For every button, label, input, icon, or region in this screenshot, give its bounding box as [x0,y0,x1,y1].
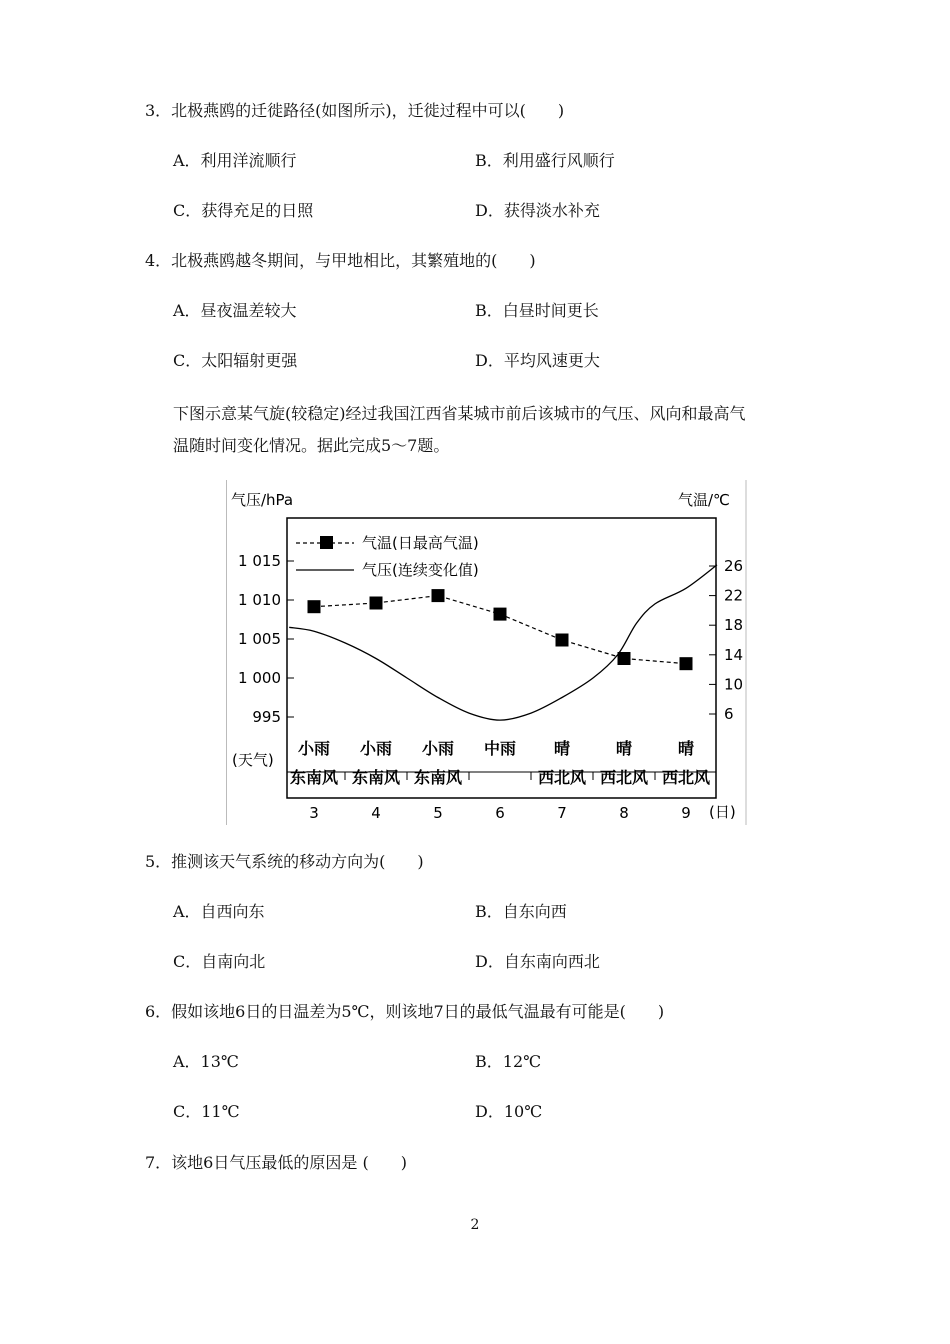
x-tick-label: 5 [433,804,443,822]
question-7-stem: 7．该地6日气压最低的原因是 ( ) [145,1153,407,1172]
y-right-tick-label: 10 [724,675,744,694]
q4-option-b: B．白昼时间更长 [475,301,599,320]
question-5-stem: 5．推测该天气系统的移动方向为( ) [145,852,424,871]
pressure-temperature-chart [226,480,750,828]
q5-option-a: A．自西向东 [173,902,265,921]
y-right-tick-label: 6 [724,705,734,723]
wind-label: 东南风 [289,768,339,787]
y-right-tick-label: 14 [724,645,744,664]
y-right-tick-label: 26 [724,557,744,575]
question-6-stem: 6．假如该地6日的日温差为5℃，则该地7日的最低气温最有可能是( ) [145,1002,665,1021]
y-right-axis-label: 气温/℃ [678,491,730,509]
x-tick-label: 7 [557,804,567,822]
temperature-point [308,600,321,613]
weather-label: 晴 [553,739,571,758]
q6-option-c: C．11℃ [173,1102,240,1121]
intro-line-2: 温随时间变化情况。据此完成5～7题。 [173,436,450,455]
temperature-point [370,597,383,610]
wind-label: 西北风 [537,768,587,787]
legend-temperature-marker [320,536,333,549]
intro-line-1: 下图示意某气旋(较稳定)经过我国江西省某城市前后该城市的气压、风向和最高气 [173,404,746,423]
weather-label: 中雨 [483,739,517,758]
temperature-point [618,652,631,665]
y-left-tick-label: 1 000 [238,669,281,687]
x-tick-label: 6 [495,804,505,822]
x-tick-label: 3 [309,804,319,822]
page-number: 2 [470,1217,480,1233]
q3-option-d: D．获得淡水补充 [475,201,600,220]
q6-option-b: B．12℃ [475,1052,542,1071]
wind-label: 西北风 [661,768,711,787]
weather-label: 小雨 [359,739,393,758]
y-left-tick-label: 1 010 [238,591,281,609]
legend-pressure-label: 气压(连续变化值) [362,561,479,579]
question-4-stem: 4．北极燕鸥越冬期间，与甲地相比，其繁殖地的( ) [145,251,536,270]
wind-label: 西北风 [599,768,649,787]
y-left-tick-label: 1 015 [238,552,281,570]
x-tick-label: 4 [371,804,381,822]
pressure-series-line [289,565,717,720]
legend-temperature-label: 气温(日最高气温) [362,534,479,552]
y-right-tick-label: 18 [724,616,744,635]
x-axis-label: (日) [709,803,736,821]
q6-option-d: D．10℃ [475,1102,543,1121]
q4-option-a: A．昼夜温差较大 [173,301,297,320]
q5-option-b: B．自东向西 [475,902,567,921]
q3-option-b: B．利用盛行风顺行 [475,151,615,170]
y-left-axis-label: 气压/hPa [231,491,294,509]
wind-label: 东南风 [413,768,463,787]
temperature-point [556,634,569,647]
q4-option-c: C．太阳辐射更强 [173,351,298,370]
q3-option-c: C．获得充足的日照 [173,201,314,220]
x-tick-label: 9 [681,804,691,822]
question-3-stem: 3．北极燕鸥的迁徙路径(如图所示)，迁徙过程中可以( ) [145,101,565,120]
weather-label: 晴 [677,739,695,758]
x-tick-label: 8 [619,804,629,822]
weather-row-label: (天气) [232,751,274,769]
weather-label: 小雨 [421,739,455,758]
weather-label: 晴 [615,739,633,758]
y-left-tick-label: 995 [252,708,281,726]
y-left-tick-label: 1 005 [238,630,281,648]
y-right-tick-label: 22 [724,586,744,605]
temperature-point [494,608,507,621]
q4-option-d: D．平均风速更大 [475,351,600,370]
temperature-point [680,657,693,670]
temperature-point [432,589,445,602]
q5-option-d: D．自东南向西北 [475,952,600,971]
wind-label: 东南风 [351,768,401,787]
q3-option-a: A．利用洋流顺行 [173,151,297,170]
weather-label: 小雨 [297,739,331,758]
q5-option-c: C．自南向北 [173,952,266,971]
q6-option-a: A．13℃ [173,1052,239,1071]
